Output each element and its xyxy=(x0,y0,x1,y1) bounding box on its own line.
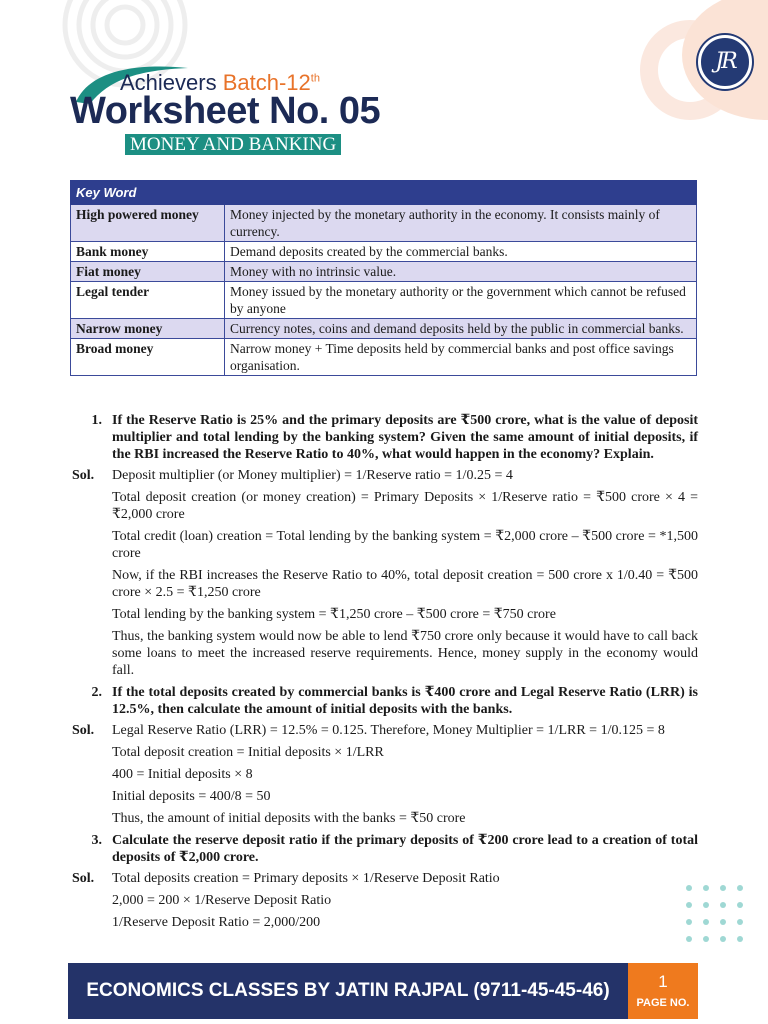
worksheet-title-initial: W xyxy=(70,90,105,132)
batch-label: Batch-12 xyxy=(222,70,311,95)
solution-line: Thus, the amount of initial deposits with the banks = ₹50 crore xyxy=(112,811,466,826)
worksheet-body xyxy=(72,412,698,936)
solution-line: Initial deposits = 400/8 = 50 xyxy=(112,789,271,804)
key-word-heading: Key Word xyxy=(71,181,697,205)
definition-cell: Demand deposits created by the commercial banks. xyxy=(225,242,697,262)
solution-line: Total deposits creation = Primary deposits × 1/Reserve Deposit Ratio xyxy=(112,871,500,886)
term-cell: Narrow money xyxy=(71,319,225,339)
term-cell: Fiat money xyxy=(71,262,225,282)
question-text: If the Reserve Ratio is 25% and the primary deposits are ₹500 crore, what is the value of deposit multiplier and total lending by the banking system? Given the same amount of initial deposits, if the RBI increased the Reserve Ratio to 40%, what would happen in the economy? Explain. xyxy=(112,413,698,462)
definition-cell: Currency notes, coins and demand deposits held by the public in commercial banks. xyxy=(225,319,697,339)
question-text: Calculate the reserve deposit ratio if the primary deposits of ₹200 crore lead to a creation of total deposits of ₹2,000 crore. xyxy=(112,833,698,865)
term-cell: Legal tender xyxy=(71,282,225,319)
chapter-subtitle: MONEY AND BANKING xyxy=(125,134,341,155)
definition-cell: Money injected by the monetary authority in the economy. It consists mainly of currency. xyxy=(225,205,697,242)
page-number-box xyxy=(628,963,698,1019)
solution-line: 400 = Initial deposits × 8 xyxy=(112,767,253,782)
table-row xyxy=(71,282,697,319)
question-1 xyxy=(72,412,698,463)
solution-3-first-line xyxy=(72,870,698,887)
batch-superscript: th xyxy=(310,72,320,85)
solution-label: Sol. xyxy=(72,723,95,738)
question-text: If the total deposits created by commercial banks is ₹400 crore and Legal Reserve Ratio (LRR) is 12.5%, then calculate the amount of initial deposits with the banks. xyxy=(112,685,698,717)
solution-line: Total lending by the banking system = ₹1,250 crore – ₹500 crore = ₹750 crore xyxy=(112,607,556,622)
term-cell: Broad money xyxy=(71,339,225,376)
table-row xyxy=(71,205,697,242)
definition-cell: Money issued by the monetary authority or the government which cannot be refused by anyone xyxy=(225,282,697,319)
solution-line: Thus, the banking system would now be able to lend ₹750 crore only because it would have to call back some loans to meet the increased reserve requirements. Hence, money supply in the economy would fall. xyxy=(112,629,698,678)
solution-label: Sol. xyxy=(72,468,95,483)
footer-text: ECONOMICS CLASSES BY JATIN RAJPAL (9711-45-45-46) xyxy=(86,980,610,1001)
solution-line: Total deposit creation = Initial deposits × 1/LRR xyxy=(112,745,384,760)
solution-1-first-line xyxy=(72,467,698,484)
page-number: 1 xyxy=(658,972,668,991)
definition-cell: Narrow money + Time deposits held by commercial banks and post office savings organisation. xyxy=(225,339,697,376)
solution-line: 2,000 = 200 × 1/Reserve Deposit Ratio xyxy=(112,893,332,908)
page-label: PAGE NO. xyxy=(636,997,690,1009)
solution-line: Total deposit creation (or money creation) = Primary Deposits × 1/Reserve ratio = ₹500 crore × 4 = ₹2,000 crore xyxy=(112,490,698,522)
table-row xyxy=(71,339,697,376)
table-row xyxy=(71,319,697,339)
solution-line: Legal Reserve Ratio (LRR) = 12.5% = 0.125. Therefore, Money Multiplier = 1/LRR = 1/0.125 = 8 xyxy=(112,723,665,738)
term-cell: High powered money xyxy=(71,205,225,242)
table-row xyxy=(71,262,697,282)
definition-cell: Money with no intrinsic value. xyxy=(225,262,697,282)
question-2 xyxy=(72,684,698,718)
solution-2-first-line xyxy=(72,722,698,739)
question-number: 2. xyxy=(91,685,102,700)
solution-line: 1/Reserve Deposit Ratio = 2,000/200 xyxy=(112,915,321,930)
solution-line: Now, if the RBI increases the Reserve Ratio to 40%, total deposit creation = 500 crore x 1/0.40 = ₹500 crore × 2.5 = ₹1,250 crore xyxy=(112,568,698,600)
footer-bar xyxy=(68,963,628,1019)
worksheet-title-rest: orksheet No. 05 xyxy=(104,90,381,132)
term-cell: Bank money xyxy=(71,242,225,262)
worksheet-title xyxy=(70,90,380,133)
question-number: 1. xyxy=(91,413,102,428)
solution-line: Total credit (loan) creation = Total lending by the banking system = ₹2,000 crore – ₹500 crore = *1,500 crore xyxy=(112,529,698,561)
question-3 xyxy=(72,832,698,866)
question-number: 3. xyxy=(91,833,102,848)
table-row xyxy=(71,242,697,262)
achievers-label: Achievers xyxy=(120,70,217,95)
solution-line: Deposit multiplier (or Money multiplier) = 1/Reserve ratio = 1/0.25 = 4 xyxy=(112,468,513,483)
dot-grid-decoration xyxy=(686,885,746,955)
jr-logo: JR xyxy=(698,35,752,89)
solution-label: Sol. xyxy=(72,871,95,886)
key-word-table xyxy=(70,180,697,376)
